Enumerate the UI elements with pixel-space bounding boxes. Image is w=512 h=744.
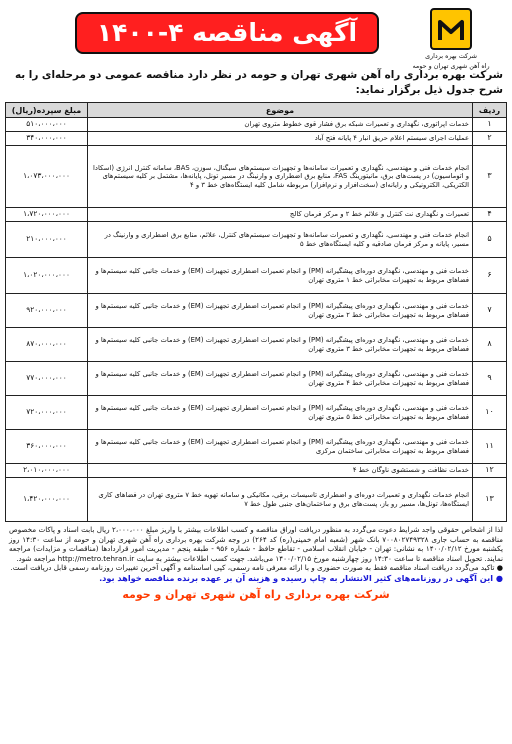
row-number-cell: ۱: [473, 118, 507, 132]
table-row: [6, 328, 507, 362]
subject-cell: خدمات فنی و مهندسی، نگهداری دوره‌ای پیشگیرانه (PM) و انجام تعمیرات اضطراری تجهیزات (EM) و خدمات جانبی کلیه سیستم‌ها و فضاهای مربوط به تجهیزات مخابراتی خط ۵ متروی تهران: [88, 396, 473, 430]
deposit-amount-cell: ۳۶۰،۰۰۰،۰۰۰: [6, 430, 88, 464]
deposit-amount-cell: ۹۲۰،۰۰۰،۰۰۰: [6, 294, 88, 328]
row-number-cell: ۶: [473, 258, 507, 294]
table-row: [6, 222, 507, 258]
subject-cell: خدمات فنی و مهندسی، نگهداری دوره‌ای پیشگیرانه (PM) و انجام تعمیرات اضطراری تجهیزات (EM) و خدمات جانبی کلیه سیستم‌ها و فضاهای مربوط به تجهیزات مخابراتی ساختمان مرکزی: [88, 430, 473, 464]
notice-title: آگهی مناقصه ۴-۱۴۰۰: [75, 12, 379, 54]
row-number-cell: ۷: [473, 294, 507, 328]
deposit-amount-cell: ۱،۰۷۳،۰۰۰،۰۰۰: [6, 146, 88, 208]
subject-cell: انجام خدمات نگهداری و تعمیرات دوره‌ای و اضطراری تاسیسات برقی، مکانیکی و سامانه تهویه خط ۷ متروی تهران در فضاهای کاری ایستگاه‌ها، تونل‌ها، مسیر رو باز، پست‌های برق و ساختمان‌های جنبی طول خط ۷: [88, 478, 473, 522]
table-row: [6, 132, 507, 146]
deposit-amount-cell: ۷۲۰،۰۰۰،۰۰۰: [6, 396, 88, 430]
table-row: [6, 208, 507, 222]
footer-body: لذا از اشخاص حقوقی واجد شرایط دعوت می‌گردد به منظور دریافت اوراق مناقصه و کسب اطلاعات بیشتر با واریز مبلغ ۲،۰۰۰،۰۰۰ ریال بابت اسناد و پاکات مخصوص مناقصه به حساب جاری ۷۰۰۸۰۲۷۴۹۳۲۸ بانک شهر (شعبه امام خمینی(ره) کد ۲۶۴) در وجه شرکت بهره برداری راه آهن شهری تهران و حومه از ساعت ۱۴:۳۰ روز یکشنبه مورخ ۱۴۰۰/۰۲/۱۲ به نشانی: تهران - خیابان انقلاب اسلامی - تقاطع حافظ - شماره ۹۵۶ - طبقه پنجم - مدیریت امور قراردادها (مناقصات و مزایدات) مراجعه نمایند. تحویل اسناد مناقصه تا ساعت ۱۴:۳۰ روز چهارشنبه مورخ ۱۴۰۰/۰۲/۱۵ می‌باشد. جهت کسب اطلاعات بیشتر به سایت http://metro.tehran.ir مراجعه شود.: [9, 525, 503, 563]
footer-note-1: ● تاکید می‌گردد دریافت اسناد مناقصه فقط به صورت حضوری و با ارائه معرفی نامه رسمی، کپی اساسنامه و آگهی آخرین تغییرات روزنامه رسمی قابل دریافت است.: [10, 563, 503, 573]
row-number-cell: ۱۲: [473, 464, 507, 478]
company-logo: [401, 8, 501, 70]
header: [5, 4, 507, 74]
row-number-cell: ۱۰: [473, 396, 507, 430]
deposit-amount-cell: ۲،۰۱۰،۰۰۰،۰۰۰: [6, 464, 88, 478]
row-number-cell: ۸: [473, 328, 507, 362]
deposit-amount-cell: ۱،۷۲۰،۰۰۰،۰۰۰: [6, 208, 88, 222]
logo-line2: راه آهن شهری تهران و حومه: [412, 62, 490, 70]
metro-logo-icon: [430, 8, 472, 50]
row-number-cell: ۱۳: [473, 478, 507, 522]
deposit-amount-cell: ۱،۴۲۰،۰۰۰،۰۰۰: [6, 478, 88, 522]
tender-table: [5, 102, 507, 522]
header-subject: موضوع: [88, 103, 473, 118]
subject-cell: خدمات فنی و مهندسی، نگهداری دوره‌ای پیشگیرانه (PM) و انجام تعمیرات اضطراری تجهیزات (EM) و خدمات جانبی کلیه سیستم‌ها و فضاهای مربوط به تجهیزات مخابراتی خط ۴ متروی تهران: [88, 362, 473, 396]
table-header-row: [6, 103, 507, 118]
company-name: شرکت بهره برداری راه آهن شهری تهران و حومه: [122, 587, 390, 601]
table-row: [6, 464, 507, 478]
table-row: [6, 362, 507, 396]
subject-cell: خدمات اپراتوری، نگهداری و تعمیرات شبکه برق فشار قوی خطوط متروی تهران: [88, 118, 473, 132]
subject-cell: خدمات فنی و مهندسی، نگهداری دوره‌ای پیشگیرانه (PM) و انجام تعمیرات اضطراری تجهیزات (EM) و خدمات جانبی کلیه سیستم‌ها و فضاهای مربوط به تجهیزات مخابراتی خط ۲ متروی تهران: [88, 294, 473, 328]
row-number-cell: ۵: [473, 222, 507, 258]
table-row: [6, 118, 507, 132]
deposit-amount-cell: ۱،۰۲۰،۰۰۰،۰۰۰: [6, 258, 88, 294]
logo-line1: شرکت بهره برداری: [425, 52, 477, 60]
deposit-amount-cell: ۷۷۰،۰۰۰،۰۰۰: [6, 362, 88, 396]
header-row-number: ردیف: [473, 103, 507, 118]
subject-cell: تعمیرات و نگهداری نت کنترل و علائم خط ۲ و مرکز فرمان کالج: [88, 208, 473, 222]
table-row: [6, 146, 507, 208]
row-number-cell: ۱۱: [473, 430, 507, 464]
deposit-amount-cell: ۳۴۰،۰۰۰،۰۰۰: [6, 132, 88, 146]
table-row: [6, 430, 507, 464]
footer-note-2: ● این آگهی در روزنامه‌های کثیر الانتشار به چاپ رسیده و هزینه آن بر عهده برنده مناقصه خواهد بود.: [99, 572, 503, 583]
header-deposit: مبلغ سپرده(ریال): [6, 103, 88, 118]
subject-cell: عملیات اجرای سیستم اعلام حریق انبار ۴ پایانه فتح آباد: [88, 132, 473, 146]
subject-cell: خدمات فنی و مهندسی، نگهداری دوره‌ای پیشگیرانه (PM) و انجام تعمیرات اضطراری تجهیزات (EM) و خدمات جانبی کلیه سیستم‌ها و فضاهای مربوط به تجهیزات مخابراتی خط ۳ متروی تهران: [88, 328, 473, 362]
footer-paragraph: [5, 522, 507, 573]
subject-cell: خدمات نظافت و شستشوی ناوگان خط ۴: [88, 464, 473, 478]
table-row: [6, 258, 507, 294]
table-row: [6, 478, 507, 522]
subject-cell: انجام خدمات فنی و مهندسی، نگهداری و تعمیرات سامانه‌ها و تجهیزات سیستم‌های کنترل، علائم، منابع برق اضطراری و وارنینگ در مسیر، پایانه و مرکز فرمان صادقیه و کلیه ایستگاه‌های خط ۵: [88, 222, 473, 258]
row-number-cell: ۳: [473, 146, 507, 208]
deposit-amount-cell: ۸۷۰،۰۰۰،۰۰۰: [6, 328, 88, 362]
row-number-cell: ۲: [473, 132, 507, 146]
row-number-cell: ۹: [473, 362, 507, 396]
table-row: [6, 396, 507, 430]
subject-cell: انجام خدمات فنی و مهندسی، نگهداری و تعمیرات سامانه‌ها و تجهیزات سیستم‌های سیگنال، سوزن، BAS، سامانه کنترل انرژی (اسکادا و اتوماسیون) در پست‌های برق، مانیتورینگ FAS، منابع برق اضطراری و وارنینگ در مسیر تونل، پایانه‌ها، مشتمل بر کلیه سیستم‌های الکتریکی، الکترونیکی و رایانه‌ای (سخت‌افزار و نرم‌افزار) مربوطه شامل کلیه ایستگاه‌های خط ۳ و ۴: [88, 146, 473, 208]
subject-cell: خدمات فنی و مهندسی، نگهداری دوره‌ای پیشگیرانه (PM) و انجام تعمیرات اضطراری تجهیزات (EM) و خدمات جانبی کلیه سیستم‌ها و فضاهای مربوط به تجهیزات مخابراتی خط ۱ متروی تهران: [88, 258, 473, 294]
table-row: [6, 294, 507, 328]
deposit-amount-cell: ۲۱۰،۰۰۰،۰۰۰: [6, 222, 88, 258]
intro-text: شرکت بهره برداری راه آهن شهری تهران و حومه در نظر دارد مناقصه عمومی دو مرحله‌ای را به شرح جدول ذیل برگزار نماید:: [14, 69, 503, 96]
row-number-cell: ۴: [473, 208, 507, 222]
deposit-amount-cell: ۵۱۰،۰۰۰،۰۰۰: [6, 118, 88, 132]
